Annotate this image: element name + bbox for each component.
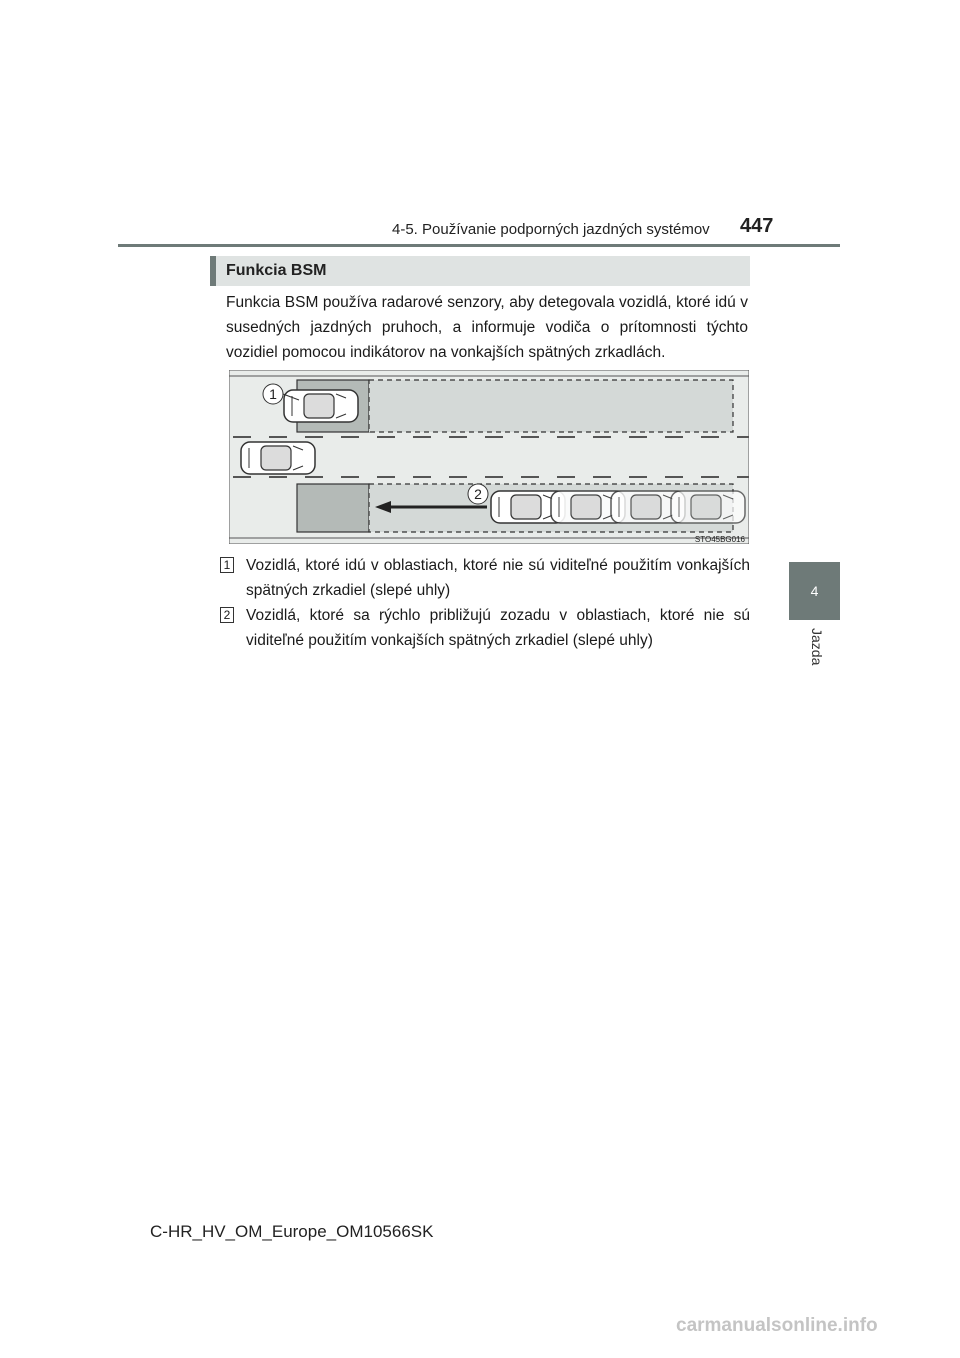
legend-item-1 — [220, 553, 750, 603]
legend-text-1: Vozidlá, ktoré idú v oblastiach, ktoré nie sú viditeľné použitím vonkajších spätných zrkadiel (slepé uhly) — [246, 557, 750, 599]
bsm-figure — [229, 370, 749, 544]
bsm-diagram — [229, 370, 749, 544]
legend-item-2 — [220, 603, 750, 653]
callout-1-label: 1 — [269, 386, 277, 402]
chapter-tab — [789, 562, 840, 620]
blind-spot-zone-light-top — [369, 380, 733, 432]
footer-doc-code: C-HR_HV_OM_Europe_OM10566SK — [150, 1222, 434, 1241]
chapter-name: Jazda — [809, 628, 825, 666]
section-heading — [210, 256, 750, 286]
figure-code: STO45BG016 — [694, 535, 745, 544]
car-own — [241, 442, 315, 474]
car-top-lane — [284, 390, 358, 422]
car-approaching-4 — [671, 491, 745, 523]
legend-text-2: Vozidlá, ktoré sa rýchlo približujú zozadu v oblastiach, ktoré nie sú viditeľné použitím vonkajších spätných zrkadiel (slepé uhly) — [246, 607, 750, 649]
chapter-number: 4 — [810, 583, 819, 599]
section-heading-text: Funkcia BSM — [226, 262, 327, 279]
running-header-section: 4-5. Používanie podporných jazdných systémov — [392, 221, 710, 238]
legend-badge-1: 1 — [220, 557, 234, 573]
watermark: carmanualsonline.info — [676, 1315, 878, 1336]
blind-spot-zone-dark-bottom — [297, 484, 369, 532]
page-number: 447 — [740, 215, 774, 237]
callout-2-label: 2 — [474, 486, 482, 502]
intro-paragraph: Funkcia BSM používa radarové senzory, aby detegovala vozidlá, ktoré idú v susedných jazdných pruhoch, a informuje vodiča o prítomnosti týchto vozidiel pomocou indikátorov na vonkajších spätných zrkadlách. — [226, 294, 748, 361]
legend-badge-2: 2 — [220, 607, 234, 623]
header-rule — [118, 244, 840, 247]
